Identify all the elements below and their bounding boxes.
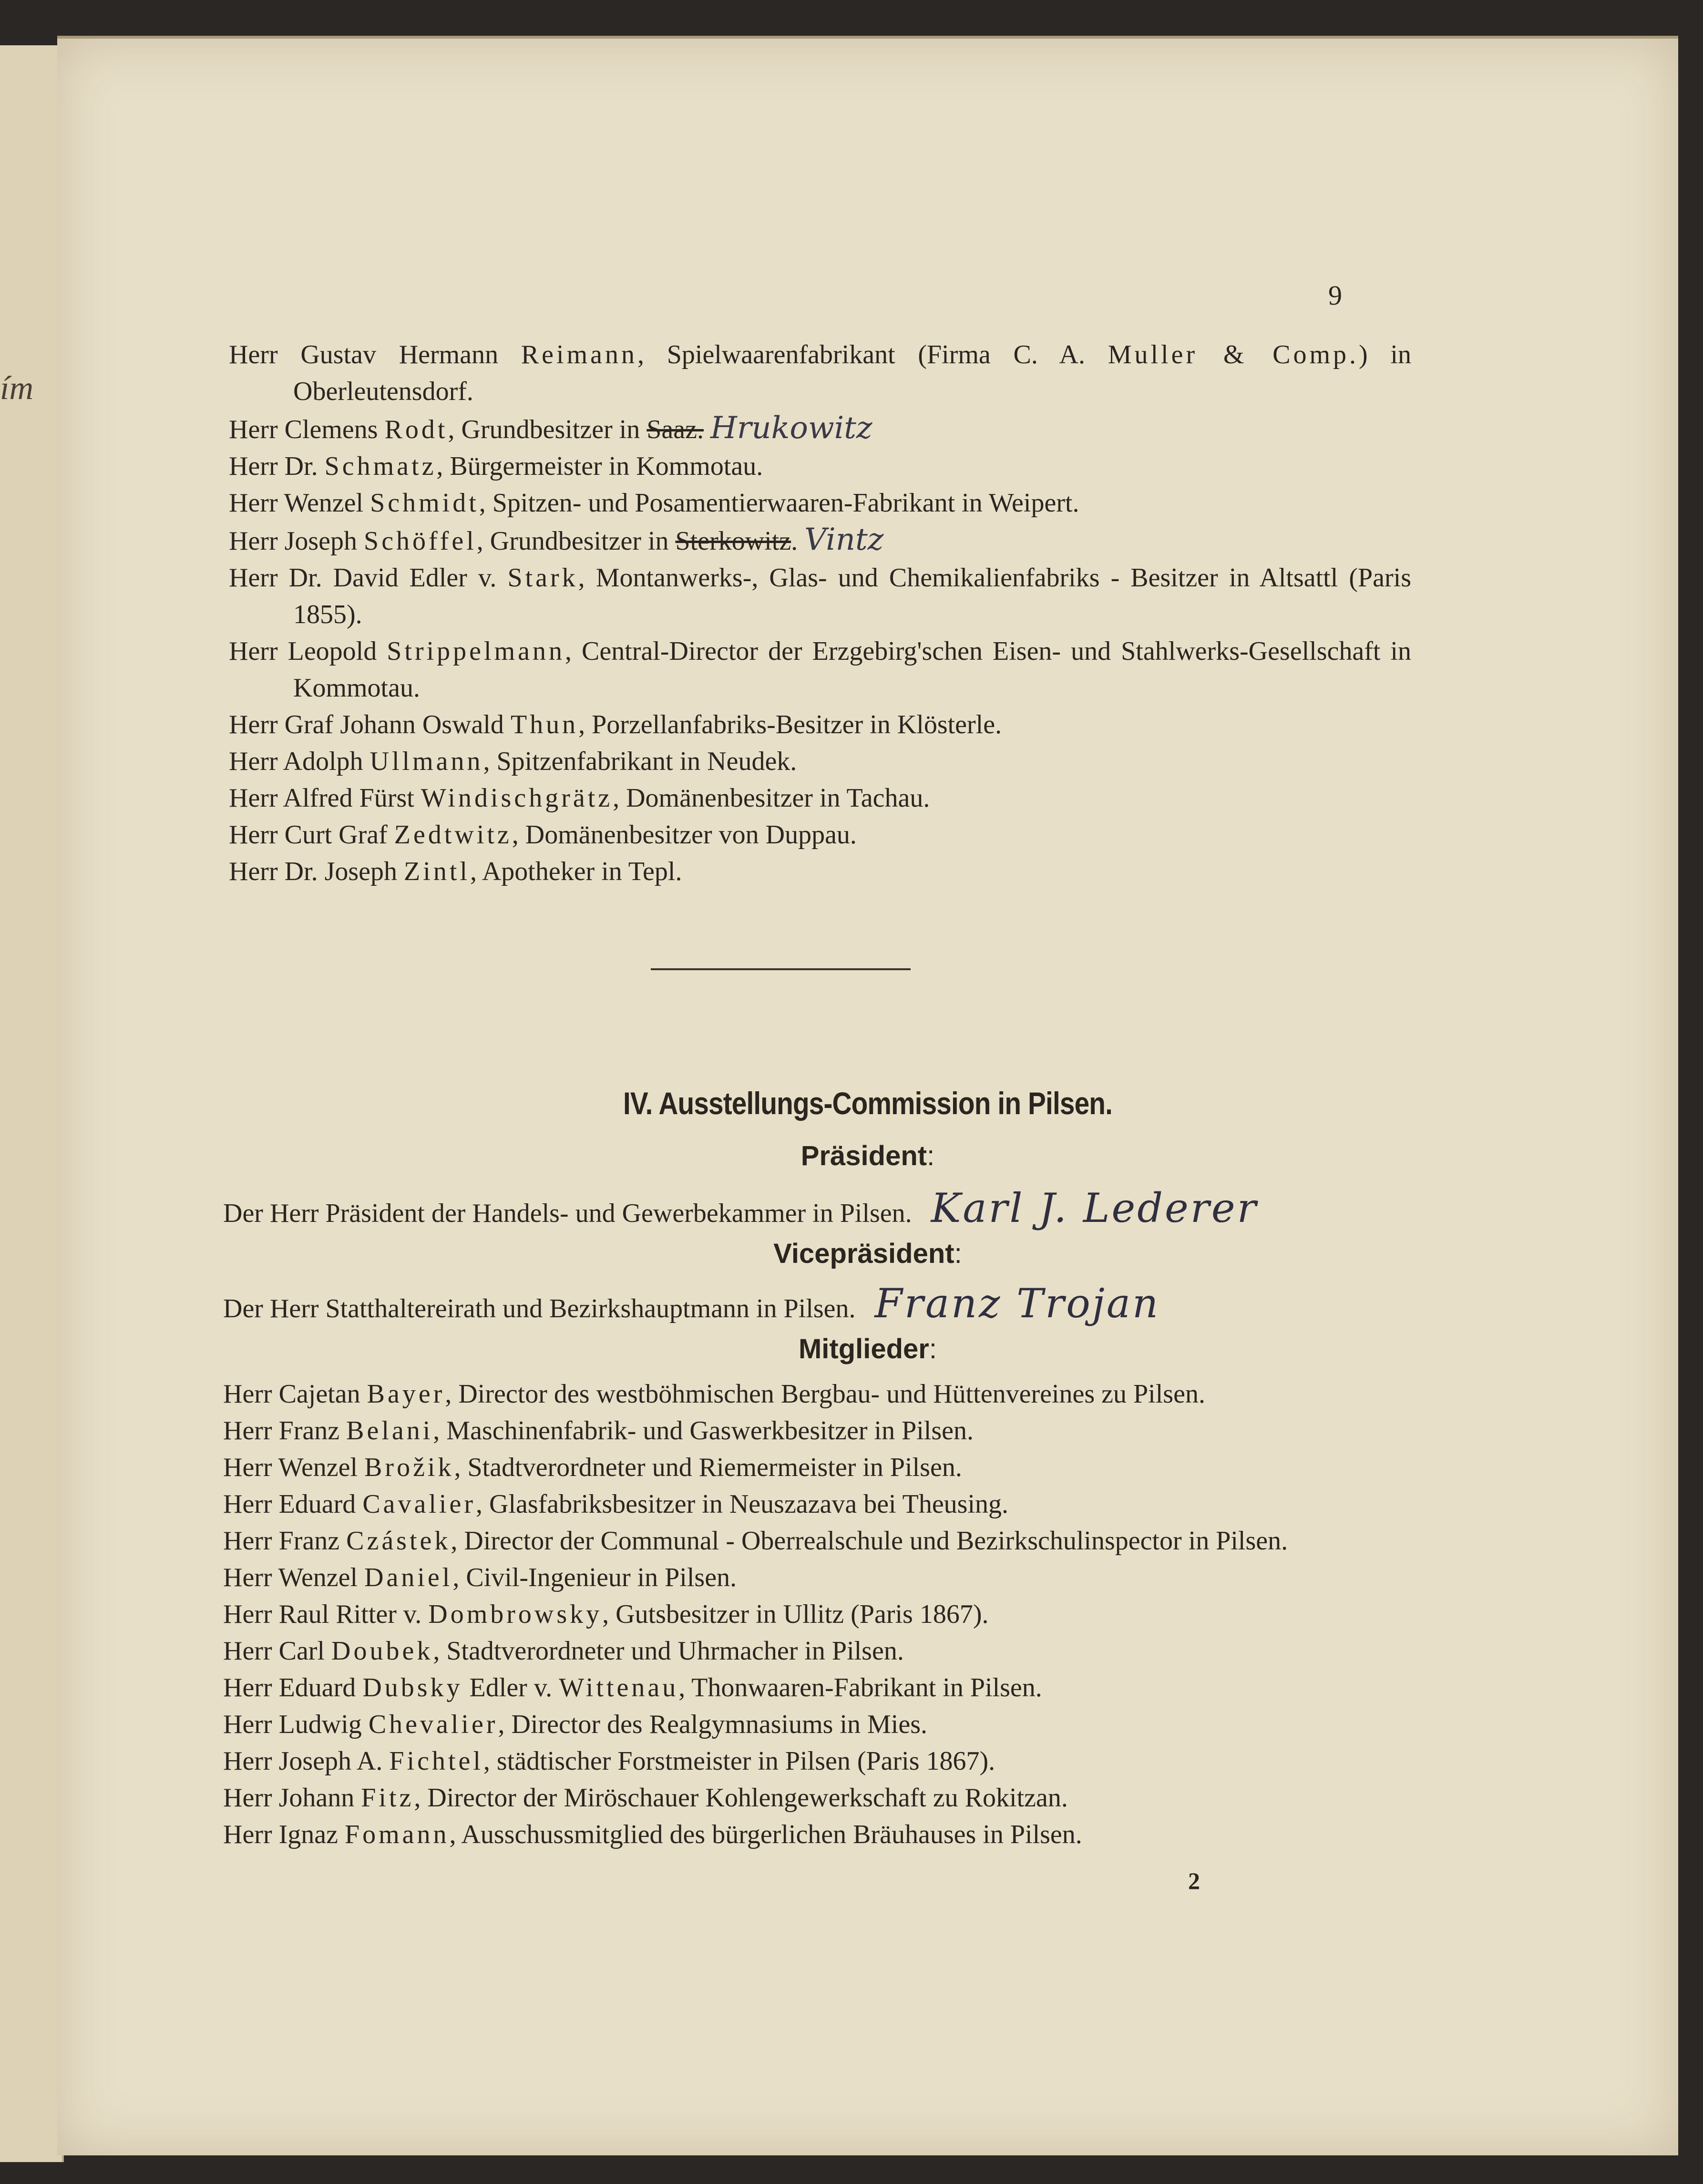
section-divider (651, 968, 911, 970)
list-item: Herr Clemens Rodt, Grundbesitzer in Saaz. Hrukowitz (229, 410, 872, 446)
section-title: IV. Ausstellungs-Commission in Pilsen. (623, 1086, 1113, 1121)
list-item: Herr Curt Graf Zedtwitz, Domänenbesitzer von Duppau. (229, 820, 857, 850)
margin-handwriting: ím (0, 370, 33, 407)
list-item: Herr Leopold Strippelmann, Central-Director der Erzgebirg'schen Eisen- und Stahlwerks-Gesellschaft in Kommotau. (229, 636, 1411, 703)
list-item: Herr Franz Belani, Maschinenfabrik- und Gaswerkbesitzer in Pilsen. (223, 1416, 974, 1446)
list-item: Herr Carl Doubek, Stadtverordneter und Uhrmacher in Pilsen. (223, 1636, 904, 1666)
list-item: Herr Alfred Fürst Windischgrätz, Domänenbesitzer in Tachau. (229, 783, 930, 813)
president-signature: Karl J. Lederer (931, 1185, 1258, 1231)
list-item: Herr Wenzel Brožik, Stadtverordneter und Riemermeister in Pilsen. (223, 1453, 962, 1482)
list-item: Herr Eduard Dubsky Edler v. Wittenau, Thonwaaren-Fabrikant in Pilsen. (223, 1673, 1042, 1702)
vicepresident-heading: Vicepräsident: (773, 1238, 962, 1269)
list-item: Herr Ignaz Fomann, Ausschussmitglied des bürgerlichen Bräuhauses in Pilsen. (223, 1820, 1082, 1849)
list-item: Herr Johann Fitz, Director der Miröschauer Kohlengewerkschaft zu Rokitzan. (223, 1783, 1068, 1813)
list-item: Herr Joseph Schöffel, Grundbesitzer in Sterkowitz. Vintz (229, 522, 884, 557)
handwritten-correction: Vintz (804, 522, 884, 557)
list-item: Herr Cajetan Bayer, Director des westböhmischen Bergbau- und Hüttenvereines zu Pilsen. (223, 1379, 1205, 1409)
list-item: Herr Graf Johann Oswald Thun, Porzellanfabriks-Besitzer in Klösterle. (229, 710, 1002, 739)
list-item: Herr Wenzel Daniel, Civil-Ingenieur in Pilsen. (223, 1563, 737, 1592)
vicepresident-signature: Franz Trojan (874, 1280, 1160, 1327)
list-item: Herr Gustav Hermann Reimann, Spielwaarenfabrikant (Firma C. A. Muller & Comp.) in Oberleutensdorf. (229, 340, 1411, 406)
struck-text: Saaz. (646, 415, 704, 444)
list-item: Herr Ludwig Chevalier, Director des Realgymnasiums in Mies. (223, 1710, 928, 1739)
sheet-number: 2 (1188, 1867, 1200, 1894)
president-line: Der Herr Präsident der Handels- und Gewerbekammer in Pilsen. Karl J. Lederer (223, 1185, 1258, 1231)
members-list (223, 1376, 1401, 1853)
list-item: Herr Wenzel Schmidt, Spitzen- und Posamentierwaaren-Fabrikant in Weipert. (229, 488, 1079, 518)
struck-text: Sterkowitz (675, 526, 791, 556)
members-heading: Mitglieder: (798, 1333, 937, 1364)
page-number: 9 (1328, 280, 1342, 311)
list-item: Herr Dr. Schmatz, Bürgermeister in Kommotau. (229, 451, 763, 481)
document-page (57, 36, 1678, 2155)
list-item: Herr Franz Czástek, Director der Communal - Oberrealschule und Bezirkschulinspector in Pilsen. (223, 1526, 1288, 1556)
commission-member-list (229, 337, 1411, 890)
list-item: Herr Raul Ritter v. Dombrowsky, Gutsbesitzer in Ullitz (Paris 1867). (223, 1600, 989, 1629)
president-heading: Präsident: (800, 1140, 935, 1171)
vicepresident-line: Der Herr Statthaltereirath und Bezirkshauptmann in Pilsen. Franz Trojan (223, 1280, 1160, 1327)
list-item: Herr Eduard Cavalier, Glasfabriksbesitzer in Neuszazava bei Theusing. (223, 1489, 1009, 1519)
list-item: Herr Adolph Ullmann, Spitzenfabrikant in Neudek. (229, 747, 797, 776)
list-item: Herr Dr. David Edler v. Stark, Montanwerks-, Glas- und Chemikalienfabriks - Besitzer in Altsattl (Paris 1855). (229, 563, 1411, 629)
left-page-edge (0, 45, 64, 2162)
handwritten-correction: Hrukowitz (710, 410, 872, 446)
list-item: Herr Dr. Joseph Zintl, Apotheker in Tepl. (229, 857, 682, 886)
list-item: Herr Joseph A. Fichtel, städtischer Forstmeister in Pilsen (Paris 1867). (223, 1746, 995, 1776)
